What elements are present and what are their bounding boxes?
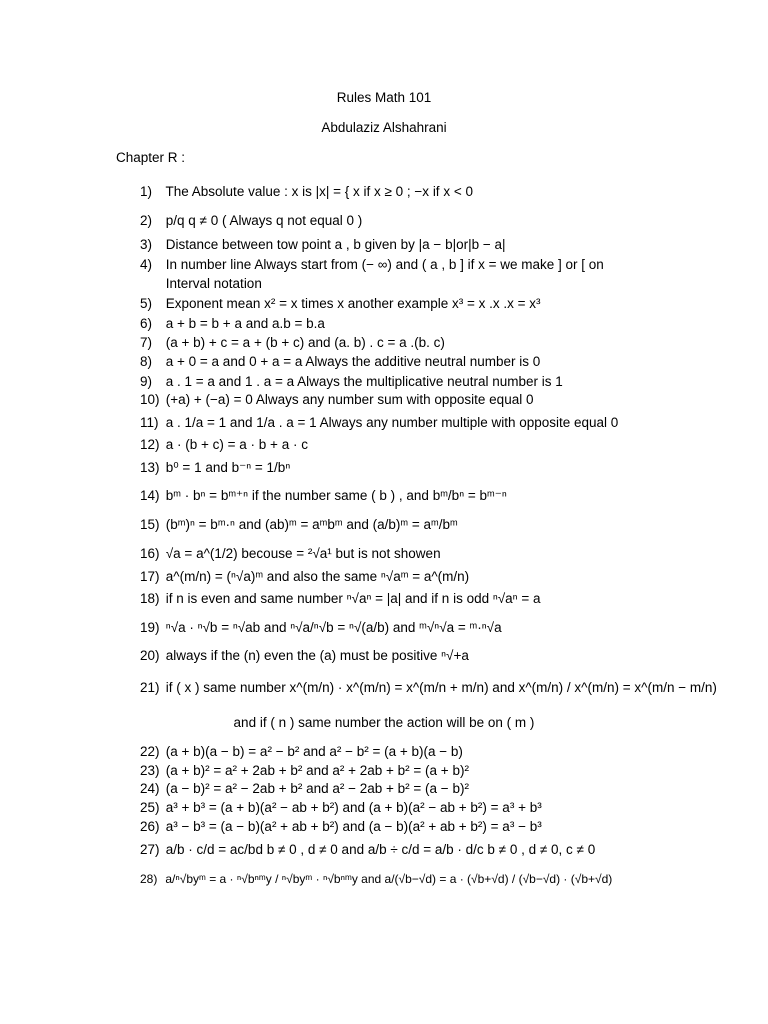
rule-12 bbox=[140, 437, 308, 452]
rule-text: (+a) + (−a) = 0 Always any number sum with opposite equal 0 bbox=[165, 392, 534, 407]
rule-24 bbox=[140, 781, 469, 796]
rule-number: 16) bbox=[140, 546, 160, 561]
rule-text: (bᵐ)ⁿ = bᵐ·ⁿ and (ab)ᵐ = aᵐbᵐ and (a/b)ᵐ = aᵐ/bᵐ bbox=[165, 517, 458, 532]
rule-27 bbox=[140, 842, 595, 857]
rule-number: 28) bbox=[140, 872, 158, 886]
rule-text: (a + b) + c = a + (b + c) and (a. b) . c = a .(b. c) bbox=[165, 335, 445, 350]
rule-13 bbox=[140, 460, 290, 476]
rule-text: Distance between tow point a , b given by |a − b|or|b − a| bbox=[165, 237, 506, 252]
rule-text: if n is even and same number ⁿ√aⁿ = |a| and if n is odd ⁿ√aⁿ = a bbox=[165, 591, 541, 606]
rule-number: 5) bbox=[140, 296, 153, 311]
rule-number: 15) bbox=[140, 517, 160, 532]
rule-text: a + b = b + a and a.b = b.a bbox=[165, 316, 325, 331]
rule-22 bbox=[140, 744, 463, 759]
rule-text: (a + b)² = a² + 2ab + b² and a² + 2ab + b² = (a + b)² bbox=[165, 763, 469, 778]
rule-number: 9) bbox=[140, 374, 153, 389]
rule-number: 17) bbox=[140, 569, 160, 584]
rule-number: 26) bbox=[140, 819, 160, 834]
rule-number: 13) bbox=[140, 460, 160, 475]
rule-text: b⁰ = 1 and b⁻ⁿ = 1/bⁿ bbox=[165, 460, 291, 475]
rule-number: 27) bbox=[140, 842, 160, 857]
rule-text: a . 1 = a and 1 . a = a Always the multiplicative neutral number is 1 bbox=[165, 374, 563, 389]
rule-19 bbox=[140, 620, 502, 635]
rule-2 bbox=[140, 213, 362, 228]
rule-3 bbox=[140, 237, 506, 252]
rule-6 bbox=[140, 316, 325, 331]
rule-number: 8) bbox=[140, 354, 153, 369]
rule-number: 19) bbox=[140, 620, 160, 635]
rule-14 bbox=[140, 488, 507, 504]
rule-number: 7) bbox=[140, 335, 153, 350]
rule-text: √a = a^(1/2) becouse = ²√a¹ but is not showen bbox=[165, 546, 441, 561]
rule-23 bbox=[140, 763, 469, 778]
rule-number: 20) bbox=[140, 648, 160, 663]
rule-text: a³ − b³ = (a − b)(a² + ab + b²) and (a − b)(a² + ab + b²) = a³ − b³ bbox=[165, 819, 542, 834]
rule-text: (a − b)² = a² − 2ab + b² and a² − 2ab + b² = (a − b)² bbox=[165, 781, 469, 796]
chapter-heading: Chapter R : bbox=[116, 150, 186, 165]
rule-25 bbox=[140, 800, 542, 815]
rule-number: 14) bbox=[140, 488, 160, 503]
rule-text: a³ + b³ = (a + b)(a² − ab + b²) and (a + b)(a² − ab + b²) = a³ + b³ bbox=[165, 800, 542, 815]
rule-text: ⁿ√a · ⁿ√b = ⁿ√ab and ⁿ√a/ⁿ√b = ⁿ√(a/b) and ᵐ√ⁿ√a = ᵐ·ⁿ√a bbox=[165, 620, 502, 635]
rule-28 bbox=[140, 872, 612, 886]
rule-number: 23) bbox=[140, 763, 160, 778]
rule-18 bbox=[140, 591, 541, 606]
rule-number: 24) bbox=[140, 781, 160, 796]
rule-20 bbox=[140, 648, 469, 663]
rule-text: p/q q ≠ 0 ( Always q not equal 0 ) bbox=[165, 213, 363, 228]
rule-21 bbox=[140, 680, 717, 695]
rule-26 bbox=[140, 819, 542, 834]
rule-4 bbox=[140, 257, 604, 272]
rule-11 bbox=[140, 415, 618, 430]
rule-8 bbox=[140, 354, 540, 369]
rule-number: 11) bbox=[140, 415, 159, 430]
rule-text: Interval notation bbox=[165, 276, 262, 291]
rule-number: 18) bbox=[140, 591, 160, 606]
rule-text: a . 1/a = 1 and 1/a . a = 1 Always any number multiple with opposite equal 0 bbox=[165, 415, 619, 430]
rule-10 bbox=[140, 392, 533, 407]
rule-text: (a + b)(a − b) = a² − b² and a² − b² = (a + b)(a − b) bbox=[165, 744, 463, 759]
rule-21-continued bbox=[0, 715, 768, 730]
rule-text: bᵐ · bⁿ = bᵐ⁺ⁿ if the number same ( b ) , and bᵐ/bⁿ = bᵐ⁻ⁿ bbox=[165, 488, 507, 503]
rule-17 bbox=[140, 569, 469, 584]
rule-15 bbox=[140, 517, 458, 532]
rule-number: 6) bbox=[140, 316, 153, 331]
rule-number: 21) bbox=[140, 680, 160, 695]
rule-16 bbox=[140, 546, 441, 561]
rule-1 bbox=[140, 184, 473, 199]
rule-text: Exponent mean x² = x times x another example x³ = x .x .x = x³ bbox=[165, 296, 541, 311]
rule-text: a/b · c/d = ac/bd b ≠ 0 , d ≠ 0 and a/b ÷ c/d = a/b · d/c b ≠ 0 , d ≠ 0, c ≠ 0 bbox=[165, 842, 596, 857]
rule-text: and if ( n ) same number the action will be on ( m ) bbox=[233, 715, 535, 730]
rule-text: a + 0 = a and 0 + a = a Always the additive neutral number is 0 bbox=[165, 354, 541, 369]
rule-5 bbox=[140, 296, 541, 311]
rule-number: 12) bbox=[140, 437, 160, 452]
rule-text: a/ⁿ√byᵐ = a · ⁿ√bⁿᵐy / ⁿ√byᵐ · ⁿ√bⁿᵐy and a/(√b−√d) = a · (√b+√d) / (√b−√d) · (√b+√d) bbox=[165, 872, 613, 886]
rule-9 bbox=[140, 374, 563, 389]
document-author: Abdulaziz Alshahrani bbox=[321, 120, 447, 135]
rule-number: 25) bbox=[140, 800, 160, 815]
rule-number: 2) bbox=[140, 213, 153, 228]
rule-number: 10) bbox=[140, 392, 160, 407]
rule-text: always if the (n) even the (a) must be positive ⁿ√+a bbox=[165, 648, 469, 663]
rule-text: a · (b + c) = a · b + a · c bbox=[165, 437, 308, 452]
rule-number: 1) bbox=[140, 184, 153, 199]
rule-number: 4) bbox=[140, 257, 153, 272]
rule-text: a^(m/n) = (ⁿ√a)ᵐ and also the same ⁿ√aᵐ = a^(m/n) bbox=[165, 569, 470, 584]
rule-7 bbox=[140, 335, 445, 350]
document-title: Rules Math 101 bbox=[336, 90, 432, 105]
rule-text: if ( x ) same number x^(m/n) · x^(m/n) = x^(m/n + m/n) and x^(m/n) / x^(m/n) = x^(m/n − m/n) bbox=[165, 680, 717, 695]
rule-4-continued bbox=[140, 276, 262, 291]
rule-text: The Absolute value : x is |x| = { x if x ≥ 0 ; −x if x < 0 bbox=[165, 184, 473, 199]
rule-number: 22) bbox=[140, 744, 160, 759]
rule-text: In number line Always start from (− ∞) and ( a , b ] if x = we make ] or [ on bbox=[165, 257, 604, 272]
rule-number: 3) bbox=[140, 237, 153, 252]
